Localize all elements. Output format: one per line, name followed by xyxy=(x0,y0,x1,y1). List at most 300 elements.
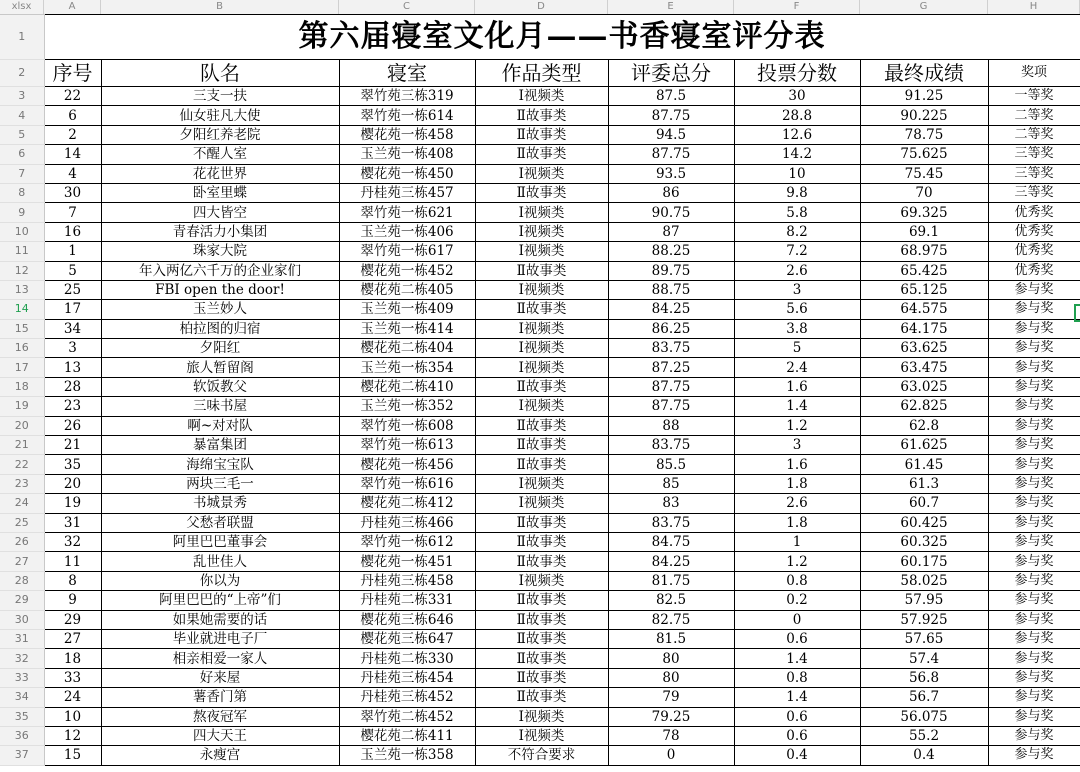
cell-team[interactable]: 三味书屋 xyxy=(101,397,339,416)
cell-dorm[interactable]: 丹桂苑三栋458 xyxy=(339,571,475,590)
cell-seq[interactable]: 35 xyxy=(44,455,101,474)
cell-final-score[interactable]: 55.2 xyxy=(860,726,988,745)
cell-team[interactable]: 两块三毛一 xyxy=(101,474,339,493)
cell-type[interactable]: Ⅰ视频类 xyxy=(475,280,608,299)
row-number[interactable]: 7 xyxy=(0,164,44,183)
cell-judge-score[interactable]: 88.75 xyxy=(608,280,734,299)
cell-vote-score[interactable]: 1.4 xyxy=(734,688,860,707)
cell-dorm[interactable]: 樱花苑二栋412 xyxy=(339,494,475,513)
cell-judge-score[interactable]: 85 xyxy=(608,474,734,493)
cell-award[interactable]: 三等奖 xyxy=(988,164,1080,183)
cell-judge-score[interactable]: 0 xyxy=(608,746,734,765)
cell-final-score[interactable]: 70 xyxy=(860,183,988,202)
cell-team[interactable]: 三支一扶 xyxy=(101,87,339,106)
cell-award[interactable]: 参与奖 xyxy=(988,436,1080,455)
row-number[interactable]: 36 xyxy=(0,726,44,745)
row-number[interactable]: 25 xyxy=(0,513,44,532)
cell-team[interactable]: 好来屋 xyxy=(101,668,339,687)
cell-dorm[interactable]: 樱花苑一栋458 xyxy=(339,125,475,144)
cell-seq[interactable]: 15 xyxy=(44,746,101,765)
cell-type[interactable]: Ⅰ视频类 xyxy=(475,397,608,416)
cell-award[interactable]: 三等奖 xyxy=(988,183,1080,202)
cell-type[interactable]: Ⅰ视频类 xyxy=(475,203,608,222)
cell-final-score[interactable]: 60.425 xyxy=(860,513,988,532)
cell-type[interactable]: Ⅰ视频类 xyxy=(475,726,608,745)
cell-award[interactable]: 参与奖 xyxy=(988,339,1080,358)
cell-type[interactable]: Ⅱ故事类 xyxy=(475,125,608,144)
cell-vote-score[interactable]: 1.2 xyxy=(734,552,860,571)
row-number[interactable]: 8 xyxy=(0,183,44,202)
cell-seq[interactable]: 10 xyxy=(44,707,101,726)
cell-award[interactable]: 参与奖 xyxy=(988,668,1080,687)
cell-type[interactable]: Ⅱ故事类 xyxy=(475,300,608,319)
cell-team[interactable]: 书城景秀 xyxy=(101,494,339,513)
cell-type[interactable]: Ⅰ视频类 xyxy=(475,474,608,493)
cell-dorm[interactable]: 玉兰苑一栋409 xyxy=(339,300,475,319)
cell-vote-score[interactable]: 14.2 xyxy=(734,145,860,164)
cell-final-score[interactable]: 56.8 xyxy=(860,668,988,687)
cell-type[interactable]: Ⅱ故事类 xyxy=(475,436,608,455)
cell-vote-score[interactable]: 5 xyxy=(734,339,860,358)
cell-team[interactable]: FBI open the door! xyxy=(101,280,339,299)
cell-type[interactable]: Ⅰ视频类 xyxy=(475,242,608,261)
cell-vote-score[interactable]: 8.2 xyxy=(734,222,860,241)
row-number[interactable]: 32 xyxy=(0,649,44,668)
cell-award[interactable]: 参与奖 xyxy=(988,726,1080,745)
cell-type[interactable]: Ⅱ故事类 xyxy=(475,261,608,280)
row-number[interactable]: 29 xyxy=(0,591,44,610)
cell-seq[interactable]: 4 xyxy=(44,164,101,183)
cell-team[interactable]: 不醒人室 xyxy=(101,145,339,164)
cell-team[interactable]: 软饭教父 xyxy=(101,377,339,396)
cell-dorm[interactable]: 丹桂苑三栋452 xyxy=(339,688,475,707)
cell-dorm[interactable]: 樱花苑一栋451 xyxy=(339,552,475,571)
cell-final-score[interactable]: 63.025 xyxy=(860,377,988,396)
row-number[interactable]: 23 xyxy=(0,474,44,493)
cell-dorm[interactable]: 翠竹苑一栋613 xyxy=(339,436,475,455)
cell-final-score[interactable]: 57.95 xyxy=(860,591,988,610)
cell-type[interactable]: Ⅱ故事类 xyxy=(475,610,608,629)
cell-team[interactable]: 仙女驻凡大使 xyxy=(101,106,339,125)
cell-final-score[interactable]: 90.225 xyxy=(860,106,988,125)
cell-dorm[interactable]: 樱花苑二栋405 xyxy=(339,280,475,299)
header-vote-score[interactable]: 投票分数 xyxy=(734,60,860,87)
row-number[interactable]: 35 xyxy=(0,707,44,726)
cell-type[interactable]: Ⅱ故事类 xyxy=(475,532,608,551)
cell-judge-score[interactable]: 93.5 xyxy=(608,164,734,183)
row-number[interactable]: 10 xyxy=(0,222,44,241)
cell-team[interactable]: 熬夜冠军 xyxy=(101,707,339,726)
row-number[interactable]: 12 xyxy=(0,261,44,280)
cell-team[interactable]: 薯香门第 xyxy=(101,688,339,707)
cell-team[interactable]: 父愁者联盟 xyxy=(101,513,339,532)
cell-type[interactable]: Ⅱ故事类 xyxy=(475,106,608,125)
cell-final-score[interactable]: 56.075 xyxy=(860,707,988,726)
cell-final-score[interactable]: 75.625 xyxy=(860,145,988,164)
cell-dorm[interactable]: 翠竹苑三栋319 xyxy=(339,87,475,106)
cell-dorm[interactable]: 玉兰苑一栋358 xyxy=(339,746,475,765)
cell-type[interactable]: Ⅱ故事类 xyxy=(475,455,608,474)
cell-award[interactable]: 参与奖 xyxy=(988,494,1080,513)
row-number[interactable]: 4 xyxy=(0,106,44,125)
cell-seq[interactable]: 16 xyxy=(44,222,101,241)
cell-dorm[interactable]: 翠竹苑一栋614 xyxy=(339,106,475,125)
column-letter-d[interactable]: D xyxy=(475,0,608,14)
cell-vote-score[interactable]: 28.8 xyxy=(734,106,860,125)
cell-final-score[interactable]: 60.175 xyxy=(860,552,988,571)
cell-team[interactable]: 永瘦宫 xyxy=(101,746,339,765)
cell-final-score[interactable]: 57.4 xyxy=(860,649,988,668)
cell-seq[interactable]: 27 xyxy=(44,629,101,648)
cell-type[interactable]: Ⅰ视频类 xyxy=(475,319,608,338)
cell-judge-score[interactable]: 88 xyxy=(608,416,734,435)
cell-judge-score[interactable]: 87.25 xyxy=(608,358,734,377)
cell-dorm[interactable]: 樱花苑一栋450 xyxy=(339,164,475,183)
cell-dorm[interactable]: 丹桂苑三栋454 xyxy=(339,668,475,687)
cell-judge-score[interactable]: 87.75 xyxy=(608,145,734,164)
cell-award[interactable]: 参与奖 xyxy=(988,358,1080,377)
column-letter-a[interactable]: A xyxy=(44,0,101,14)
cell-award[interactable]: 参与奖 xyxy=(988,455,1080,474)
cell-vote-score[interactable]: 1.8 xyxy=(734,513,860,532)
cell-type[interactable]: Ⅰ视频类 xyxy=(475,494,608,513)
cell-dorm[interactable]: 樱花苑二栋411 xyxy=(339,726,475,745)
cell-judge-score[interactable]: 86 xyxy=(608,183,734,202)
cell-final-score[interactable]: 63.625 xyxy=(860,339,988,358)
cell-seq[interactable]: 8 xyxy=(44,571,101,590)
column-letter-h[interactable]: H xyxy=(988,0,1080,14)
cell-award[interactable]: 参与奖 xyxy=(988,397,1080,416)
cell-seq[interactable]: 13 xyxy=(44,358,101,377)
cell-award[interactable]: 优秀奖 xyxy=(988,203,1080,222)
cell-team[interactable]: 花花世界 xyxy=(101,164,339,183)
cell-dorm[interactable]: 翠竹苑二栋452 xyxy=(339,707,475,726)
cell-final-score[interactable]: 62.8 xyxy=(860,416,988,435)
cell-award[interactable]: 参与奖 xyxy=(988,513,1080,532)
cell-award[interactable]: 参与奖 xyxy=(988,416,1080,435)
cell-type[interactable]: Ⅱ故事类 xyxy=(475,145,608,164)
cell-dorm[interactable]: 丹桂苑三栋466 xyxy=(339,513,475,532)
cell-judge-score[interactable]: 84.25 xyxy=(608,552,734,571)
row-number[interactable]: 20 xyxy=(0,416,44,435)
cell-dorm[interactable]: 翠竹苑一栋616 xyxy=(339,474,475,493)
cell-award[interactable]: 参与奖 xyxy=(988,280,1080,299)
cell-award[interactable]: 参与奖 xyxy=(988,591,1080,610)
cell-vote-score[interactable]: 0.4 xyxy=(734,746,860,765)
cell-seq[interactable]: 23 xyxy=(44,397,101,416)
row-number[interactable]: 1 xyxy=(0,15,44,60)
cell-type[interactable]: Ⅰ视频类 xyxy=(475,87,608,106)
cell-type[interactable]: Ⅰ视频类 xyxy=(475,358,608,377)
cell-vote-score[interactable]: 0.8 xyxy=(734,668,860,687)
cell-type[interactable]: Ⅱ故事类 xyxy=(475,416,608,435)
cell-team[interactable]: 珠家大院 xyxy=(101,242,339,261)
cell-judge-score[interactable]: 79.25 xyxy=(608,707,734,726)
cell-vote-score[interactable]: 7.2 xyxy=(734,242,860,261)
cell-type[interactable]: Ⅱ故事类 xyxy=(475,668,608,687)
cell-seq[interactable]: 24 xyxy=(44,688,101,707)
cell-judge-score[interactable]: 87 xyxy=(608,222,734,241)
row-number[interactable]: 27 xyxy=(0,552,44,571)
cell-type[interactable]: Ⅰ视频类 xyxy=(475,222,608,241)
cell-vote-score[interactable]: 12.6 xyxy=(734,125,860,144)
cell-award[interactable]: 参与奖 xyxy=(988,629,1080,648)
cell-judge-score[interactable]: 79 xyxy=(608,688,734,707)
cell-seq[interactable]: 25 xyxy=(44,280,101,299)
cell-team[interactable]: 海绵宝宝队 xyxy=(101,455,339,474)
cell-final-score[interactable]: 68.975 xyxy=(860,242,988,261)
cell-seq[interactable]: 32 xyxy=(44,532,101,551)
cell-final-score[interactable]: 61.3 xyxy=(860,474,988,493)
cell-award[interactable]: 优秀奖 xyxy=(988,222,1080,241)
cell-dorm[interactable]: 玉兰苑一栋406 xyxy=(339,222,475,241)
cell-final-score[interactable]: 75.45 xyxy=(860,164,988,183)
row-number[interactable]: 30 xyxy=(0,610,44,629)
cell-final-score[interactable]: 57.65 xyxy=(860,629,988,648)
cell-final-score[interactable]: 63.475 xyxy=(860,358,988,377)
cell-seq[interactable]: 31 xyxy=(44,513,101,532)
cell-judge-score[interactable]: 88.25 xyxy=(608,242,734,261)
cell-award[interactable]: 二等奖 xyxy=(988,106,1080,125)
header-judge-score[interactable]: 评委总分 xyxy=(608,60,734,87)
cell-judge-score[interactable]: 94.5 xyxy=(608,125,734,144)
cell-seq[interactable]: 26 xyxy=(44,416,101,435)
cell-team[interactable]: 夕阳红 xyxy=(101,339,339,358)
cell-award[interactable]: 二等奖 xyxy=(988,125,1080,144)
cell-award[interactable]: 一等奖 xyxy=(988,87,1080,106)
cell-type[interactable]: Ⅱ故事类 xyxy=(475,629,608,648)
cell-team[interactable]: 柏拉图的归宿 xyxy=(101,319,339,338)
column-letter-f[interactable]: F xyxy=(734,0,860,14)
cell-team[interactable]: 年入两亿六千万的企业家们 xyxy=(101,261,339,280)
cell-type[interactable]: Ⅰ视频类 xyxy=(475,164,608,183)
cell-judge-score[interactable]: 83.75 xyxy=(608,436,734,455)
cell-final-score[interactable]: 78.75 xyxy=(860,125,988,144)
cell-seq[interactable]: 9 xyxy=(44,591,101,610)
row-number[interactable]: 34 xyxy=(0,688,44,707)
cell-final-score[interactable]: 64.575 xyxy=(860,300,988,319)
cell-seq[interactable]: 12 xyxy=(44,726,101,745)
cell-team[interactable]: 啊~对对队 xyxy=(101,416,339,435)
cell-seq[interactable]: 2 xyxy=(44,125,101,144)
cell-vote-score[interactable]: 2.6 xyxy=(734,494,860,513)
cell-vote-score[interactable]: 1.6 xyxy=(734,377,860,396)
cell-seq[interactable]: 22 xyxy=(44,87,101,106)
cell-seq[interactable]: 28 xyxy=(44,377,101,396)
cell-final-score[interactable]: 64.175 xyxy=(860,319,988,338)
row-number[interactable]: 18 xyxy=(0,377,44,396)
cell-seq[interactable]: 34 xyxy=(44,319,101,338)
cell-type[interactable]: Ⅰ视频类 xyxy=(475,707,608,726)
cell-award[interactable]: 参与奖 xyxy=(988,474,1080,493)
column-letter-g[interactable]: G xyxy=(860,0,988,14)
cell-seq[interactable]: 21 xyxy=(44,436,101,455)
cell-final-score[interactable]: 60.7 xyxy=(860,494,988,513)
cell-vote-score[interactable]: 3 xyxy=(734,280,860,299)
cell-dorm[interactable]: 翠竹苑一栋621 xyxy=(339,203,475,222)
row-number[interactable]: 13 xyxy=(0,280,44,299)
cell-vote-score[interactable]: 1 xyxy=(734,532,860,551)
cell-judge-score[interactable]: 82.75 xyxy=(608,610,734,629)
row-number[interactable]: 16 xyxy=(0,339,44,358)
cell-final-score[interactable]: 58.025 xyxy=(860,571,988,590)
cell-award[interactable]: 参与奖 xyxy=(988,552,1080,571)
cell-award[interactable]: 参与奖 xyxy=(988,532,1080,551)
row-number[interactable]: 11 xyxy=(0,242,44,261)
cell-type[interactable]: Ⅱ故事类 xyxy=(475,552,608,571)
cell-final-score[interactable]: 69.1 xyxy=(860,222,988,241)
row-number[interactable]: 37 xyxy=(0,746,44,765)
cell-award[interactable]: 参与奖 xyxy=(988,746,1080,765)
cell-seq[interactable]: 30 xyxy=(44,183,101,202)
cell-vote-score[interactable]: 3.8 xyxy=(734,319,860,338)
cell-vote-score[interactable]: 0 xyxy=(734,610,860,629)
cell-judge-score[interactable]: 82.5 xyxy=(608,591,734,610)
cell-final-score[interactable]: 56.7 xyxy=(860,688,988,707)
cell-judge-score[interactable]: 87.75 xyxy=(608,377,734,396)
row-number[interactable]: 21 xyxy=(0,436,44,455)
cell-award[interactable]: 参与奖 xyxy=(988,319,1080,338)
cell-type[interactable]: Ⅱ故事类 xyxy=(475,183,608,202)
row-number[interactable]: 14 xyxy=(0,300,44,319)
cell-vote-score[interactable]: 5.6 xyxy=(734,300,860,319)
cell-seq[interactable]: 6 xyxy=(44,106,101,125)
cell-dorm[interactable]: 丹桂苑三栋457 xyxy=(339,183,475,202)
cell-judge-score[interactable]: 85.5 xyxy=(608,455,734,474)
cell-team[interactable]: 玉兰妙人 xyxy=(101,300,339,319)
cell-seq[interactable]: 33 xyxy=(44,668,101,687)
cell-dorm[interactable]: 丹桂苑二栋331 xyxy=(339,591,475,610)
cell-vote-score[interactable]: 1.4 xyxy=(734,397,860,416)
cell-vote-score[interactable]: 5.8 xyxy=(734,203,860,222)
cell-award[interactable]: 三等奖 xyxy=(988,145,1080,164)
cell-judge-score[interactable]: 87.75 xyxy=(608,106,734,125)
cell-team[interactable]: 如果她需要的话 xyxy=(101,610,339,629)
row-number[interactable]: 22 xyxy=(0,455,44,474)
column-letter-b[interactable]: B xyxy=(101,0,339,14)
cell-seq[interactable]: 20 xyxy=(44,474,101,493)
cell-type[interactable]: Ⅱ故事类 xyxy=(475,377,608,396)
cell-vote-score[interactable]: 30 xyxy=(734,87,860,106)
cell-dorm[interactable]: 玉兰苑一栋414 xyxy=(339,319,475,338)
cell-type[interactable]: Ⅱ故事类 xyxy=(475,513,608,532)
cell-award[interactable]: 优秀奖 xyxy=(988,242,1080,261)
cell-team[interactable]: 你以为 xyxy=(101,571,339,590)
cell-award[interactable]: 优秀奖 xyxy=(988,261,1080,280)
cell-team[interactable]: 夕阳红养老院 xyxy=(101,125,339,144)
cell-seq[interactable]: 18 xyxy=(44,649,101,668)
column-letter-e[interactable]: E xyxy=(608,0,734,14)
cell-vote-score[interactable]: 1.2 xyxy=(734,416,860,435)
cell-dorm[interactable]: 樱花苑二栋404 xyxy=(339,339,475,358)
cell-judge-score[interactable]: 84.25 xyxy=(608,300,734,319)
cell-judge-score[interactable]: 80 xyxy=(608,668,734,687)
cell-team[interactable]: 相亲相爱一家人 xyxy=(101,649,339,668)
header-dorm[interactable]: 寝室 xyxy=(339,60,475,87)
row-number[interactable]: 15 xyxy=(0,319,44,338)
cell-dorm[interactable]: 翠竹苑一栋617 xyxy=(339,242,475,261)
cell-team[interactable]: 暴富集团 xyxy=(101,436,339,455)
cell-final-score[interactable]: 60.325 xyxy=(860,532,988,551)
cell-dorm[interactable]: 玉兰苑一栋354 xyxy=(339,358,475,377)
cell-vote-score[interactable]: 0.2 xyxy=(734,591,860,610)
cell-dorm[interactable]: 翠竹苑一栋612 xyxy=(339,532,475,551)
row-number[interactable]: 33 xyxy=(0,668,44,687)
cell-type[interactable]: Ⅱ故事类 xyxy=(475,649,608,668)
cell-judge-score[interactable]: 90.75 xyxy=(608,203,734,222)
cell-team[interactable]: 乱世佳人 xyxy=(101,552,339,571)
cell-vote-score[interactable]: 10 xyxy=(734,164,860,183)
row-number[interactable]: 5 xyxy=(0,125,44,144)
cell-vote-score[interactable]: 0.6 xyxy=(734,726,860,745)
cell-dorm[interactable]: 樱花苑三栋647 xyxy=(339,629,475,648)
cell-seq[interactable]: 3 xyxy=(44,339,101,358)
cell-award[interactable]: 参与奖 xyxy=(988,610,1080,629)
row-number[interactable]: 31 xyxy=(0,629,44,648)
cell-final-score[interactable]: 91.25 xyxy=(860,87,988,106)
cell-team[interactable]: 青春活力小集团 xyxy=(101,222,339,241)
sheet-title[interactable]: 第六届寝室文化月——书香寝室评分表 xyxy=(44,15,1080,60)
cell-judge-score[interactable]: 78 xyxy=(608,726,734,745)
row-number[interactable]: 28 xyxy=(0,571,44,590)
cell-dorm[interactable]: 樱花苑二栋410 xyxy=(339,377,475,396)
sheet-corner-label[interactable]: xlsx xyxy=(0,0,44,14)
cell-judge-score[interactable]: 84.75 xyxy=(608,532,734,551)
cell-seq[interactable]: 5 xyxy=(44,261,101,280)
cell-type[interactable]: 不符合要求 xyxy=(475,746,608,765)
header-team[interactable]: 队名 xyxy=(101,60,339,87)
cell-seq[interactable]: 14 xyxy=(44,145,101,164)
cell-final-score[interactable]: 0.4 xyxy=(860,746,988,765)
cell-final-score[interactable]: 61.625 xyxy=(860,436,988,455)
cell-award[interactable]: 参与奖 xyxy=(988,300,1080,319)
cell-seq[interactable]: 19 xyxy=(44,494,101,513)
cell-award[interactable]: 参与奖 xyxy=(988,571,1080,590)
cell-team[interactable]: 四大皆空 xyxy=(101,203,339,222)
cell-vote-score[interactable]: 0.8 xyxy=(734,571,860,590)
cell-type[interactable]: Ⅰ视频类 xyxy=(475,571,608,590)
cell-vote-score[interactable]: 2.6 xyxy=(734,261,860,280)
cell-team[interactable]: 卧室里蝶 xyxy=(101,183,339,202)
cell-dorm[interactable]: 玉兰苑一栋352 xyxy=(339,397,475,416)
cell-team[interactable]: 阿里巴巴董事会 xyxy=(101,532,339,551)
cell-seq[interactable]: 17 xyxy=(44,300,101,319)
cell-dorm[interactable]: 樱花苑三栋646 xyxy=(339,610,475,629)
cell-judge-score[interactable]: 81.5 xyxy=(608,629,734,648)
cell-team[interactable]: 阿里巴巴的“上帝”们 xyxy=(101,591,339,610)
column-letter-c[interactable]: C xyxy=(339,0,475,14)
cell-final-score[interactable]: 57.925 xyxy=(860,610,988,629)
cell-award[interactable]: 参与奖 xyxy=(988,688,1080,707)
row-number[interactable]: 6 xyxy=(0,145,44,164)
row-number[interactable]: 24 xyxy=(0,494,44,513)
cell-team[interactable]: 四大天王 xyxy=(101,726,339,745)
cell-dorm[interactable]: 樱花苑一栋452 xyxy=(339,261,475,280)
cell-team[interactable]: 旅人暂留阁 xyxy=(101,358,339,377)
cell-award[interactable]: 参与奖 xyxy=(988,707,1080,726)
cell-vote-score[interactable]: 1.4 xyxy=(734,649,860,668)
cell-dorm[interactable]: 玉兰苑一栋408 xyxy=(339,145,475,164)
cell-final-score[interactable]: 65.425 xyxy=(860,261,988,280)
cell-vote-score[interactable]: 3 xyxy=(734,436,860,455)
cell-team[interactable]: 毕业就进电子厂 xyxy=(101,629,339,648)
cell-seq[interactable]: 1 xyxy=(44,242,101,261)
cell-dorm[interactable]: 丹桂苑二栋330 xyxy=(339,649,475,668)
cell-award[interactable]: 参与奖 xyxy=(988,377,1080,396)
row-number[interactable]: 3 xyxy=(0,87,44,106)
cell-judge-score[interactable]: 87.5 xyxy=(608,87,734,106)
cell-final-score[interactable]: 69.325 xyxy=(860,203,988,222)
